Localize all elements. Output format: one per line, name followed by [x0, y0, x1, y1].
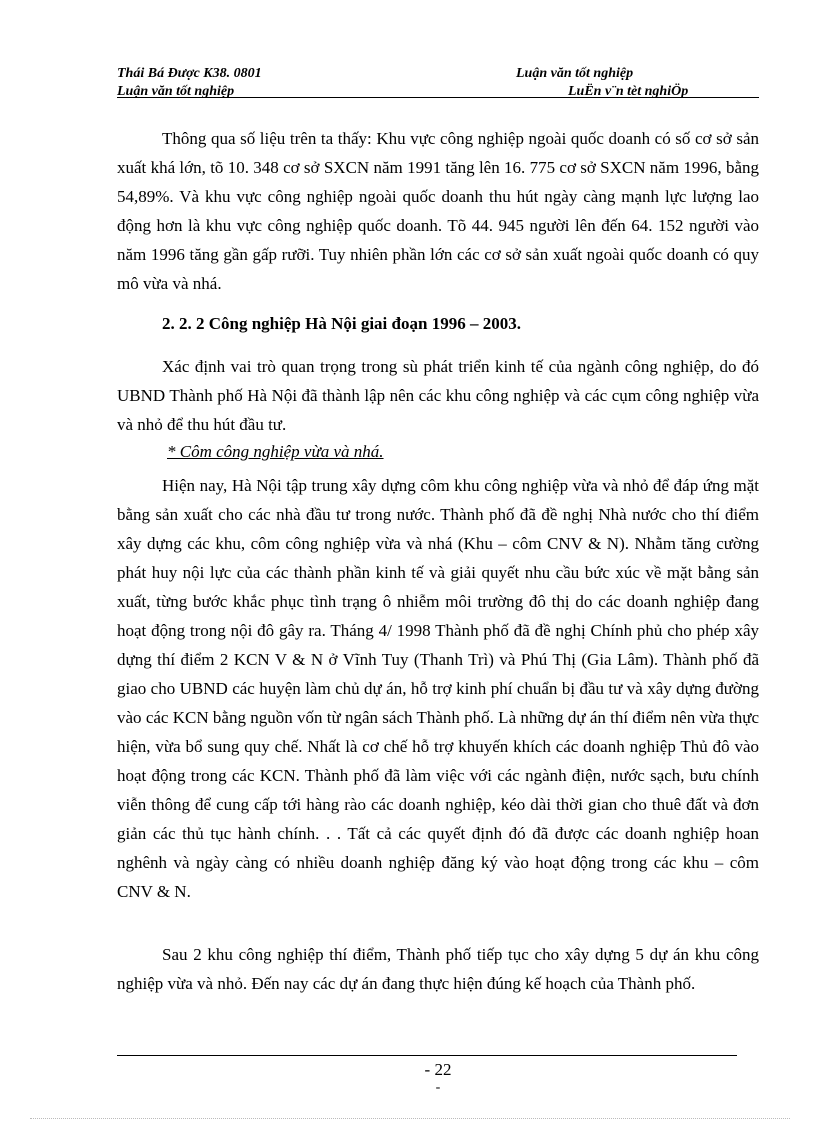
paragraph-3-block	[117, 471, 759, 906]
section-heading: 2. 2. 2 Công nghiệp Hà Nội giai đoạn 1996 – 2003.	[162, 314, 521, 333]
header-rule	[117, 97, 759, 98]
page-number-dash: -	[435, 1080, 441, 1095]
paragraph-2: Xác định vai trò quan trọng trong sù phát triển kinh tế của ngành công nghiệp, do đó UBND Thành phố Hà Nội đã thành lập nên các khu công nghiệp và các cụm công nghiệp vừa và nhỏ để thu hút đầu tư.	[117, 357, 759, 434]
paragraph-4-block	[117, 940, 759, 998]
paragraph-1: Thông qua số liệu trên ta thấy: Khu vực công nghiệp ngoài quốc doanh có số cơ sở sản xuất khá lớn, tõ 10. 348 cơ sở SXCN năm 1991 tăng lên 16. 775 cơ sở SXCN năm 1996, bằng 54,89%. Và khu vực công nghiệp ngoài quốc doanh thu hút ngày càng mạnh lực lượng lao động hơn là khu vực công nghiệp quốc doanh. Tõ 44. 945 người lên đến 64. 152 người vào năm 1996 tăng gần gấp rưỡi. Tuy nhiên phần lớn các cơ sở sản xuất ngoài quốc doanh có quy mô vừa và nhá.	[117, 129, 759, 293]
header-author: Thái Bá Được K38. 0801	[117, 66, 262, 81]
header-title-secondary: Luận văn tốt nghiệp	[117, 84, 235, 99]
paragraph-3: Hiện nay, Hà Nội tập trung xây dựng côm khu công nghiệp vừa và nhỏ để đáp ứng mặt bằng sản xuất cho các nhà đầu tư trong nước. Thành phố đã đề nghị Nhà nước cho thí điểm xây dựng các khu, côm công nghiệp vừa và nhá (Khu – côm CNV & N). Nhằm tăng cường phát huy nội lực của các thành phần kinh tế và giải quyết nhu cầu bức xúc về mặt bằng sản xuất, từng bước khắc phục tình trạng ô nhiễm môi trường đô thị do các doanh nghiệp đang hoạt động trong nội đô gây ra. Tháng 4/ 1998 Thành phố đã đề nghị Chính phủ cho phép xây dựng thí điểm 2 KCN V & N ở Vĩnh Tuy (Thanh Trì) và Phú Thị (Gia Lâm). Thành phố đã giao cho UBND các huyện làm chủ dự án, hỗ trợ kinh phí chuẩn bị đầu tư và xây dựng đường vào các KCN bằng nguồn vốn từ ngân sách Thành phố. Là những dự án thí điểm nên vừa thực hiện, vừa bổ sung quy chế. Nhất là cơ chế hỗ trợ khuyến khích các doanh nghiệp Thủ đô vào hoạt động trong các KCN. Thành phố đã làm việc với các ngành điện, nước sạch, bưu chính viễn thông để cung cấp tới hàng rào các doanh nghiệp, kéo dài thời gian cho thuê đất và đơn giản các thủ tục hành chính. . . Tất cả các quyết định đó đã được các doanh nghiệp hoan nghênh và ngày càng có nhiều doanh nghiệp đăng ký vào hoạt động trong các khu – côm CNV & N.	[117, 476, 759, 901]
paragraph-1-block	[117, 124, 759, 298]
header-title-garbled: LuËn v¨n tèt nghiÖp	[568, 84, 689, 99]
paragraph-4: Sau 2 khu công nghiệp thí điểm, Thành phố tiếp tục cho xây dựng 5 dự án khu công nghiệp vừa và nhỏ. Đến nay các dự án đang thực hiện đúng kế hoạch của Thành phố.	[117, 945, 759, 993]
footer-rule	[117, 1055, 737, 1056]
paragraph-2-block	[117, 352, 759, 439]
page-edge-dotted-line	[30, 1118, 790, 1119]
subheading: * Côm công nghiệp vừa và nhá.	[167, 442, 384, 461]
page-number: - 22	[424, 1060, 452, 1079]
header-title: Luận văn tốt nghiệp	[516, 66, 634, 81]
